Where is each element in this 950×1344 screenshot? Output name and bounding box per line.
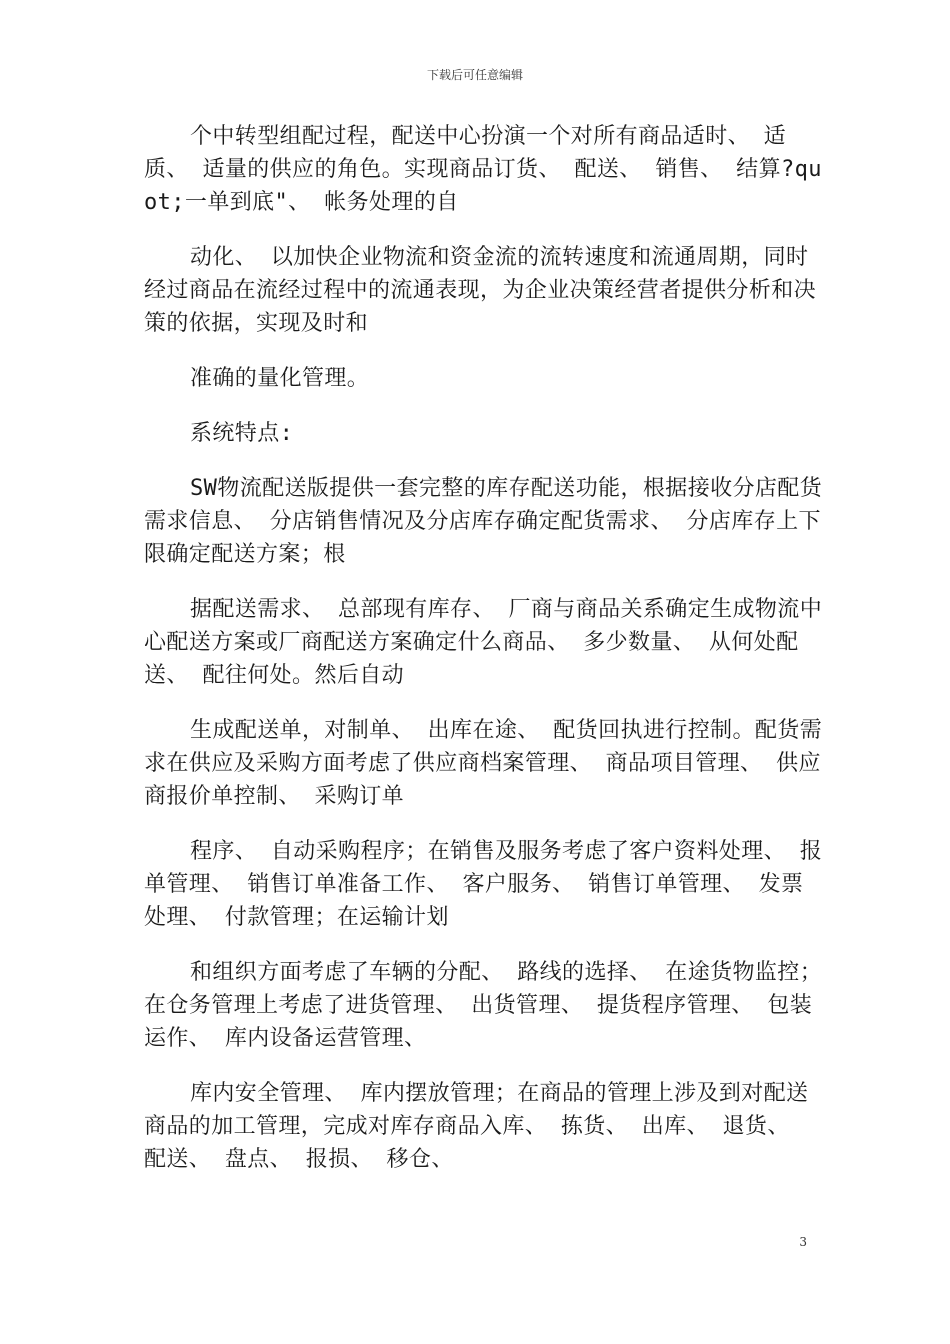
paragraph: 生成配送单，对制单、 出库在途、 配货回执进行控制。配货需求在供应及采购方面考虑了供应商档案管理、 商品项目管理、 供应商报价单控制、 采购订单 [144, 718, 823, 809]
paragraph: 动化、 以加快企业物流和资金流的流转速度和流通周期，同时经过商品在流经过程中的流通表现，为企业决策经营者提供分析和决策的依据，实现及时和 [144, 245, 817, 336]
paragraph: 程序、 自动采购程序；在销售及服务考虑了客户资料处理、 报单管理、 销售订单准备工作、 客户服务、 销售订单管理、 发票处理、 付款管理；在运输计划 [144, 839, 823, 930]
paragraph: 据配送需求、 总部现有库存、 厂商与商品关系确定生成物流中心配送方案或厂商配送方案确定什么商品、 多少数量、 从何处配送、 配往何处。然后自动 [144, 597, 823, 688]
paragraph: SW物流配送版提供一套完整的库存配送功能，根据接收分店配货需求信息、 分店销售情况及分店库存确定配货需求、 分店库存上下限确定配送方案；根 [144, 476, 823, 567]
paragraph: 准确的量化管理。 [190, 366, 370, 391]
paragraph: 个中转型组配过程，配送中心扮演一个对所有商品适时、 适质、 适量的供应的角色。实现商品订货、 配送、 销售、 结算?quot;一单到底"、 帐务处理的自 [144, 124, 822, 215]
paragraph: 和组织方面考虑了车辆的分配、 路线的选择、 在途货物监控；在仓务管理上考虑了进货管理、 出货管理、 提货程序管理、 包装运作、 库内设备运营管理、 [144, 960, 823, 1051]
page-header: 下载后可任意编辑 [426, 68, 523, 82]
document-body [144, 120, 824, 1198]
paragraph: 库内安全管理、 库内摆放管理；在商品的管理上涉及到对配送商品的加工管理，完成对库存商品入库、 拣货、 出库、 退货、 配送、 盘点、 报损、 移仓、 [144, 1081, 809, 1172]
paragraph: 系统特点: [190, 421, 294, 446]
page-number: 3 [799, 1235, 807, 1249]
